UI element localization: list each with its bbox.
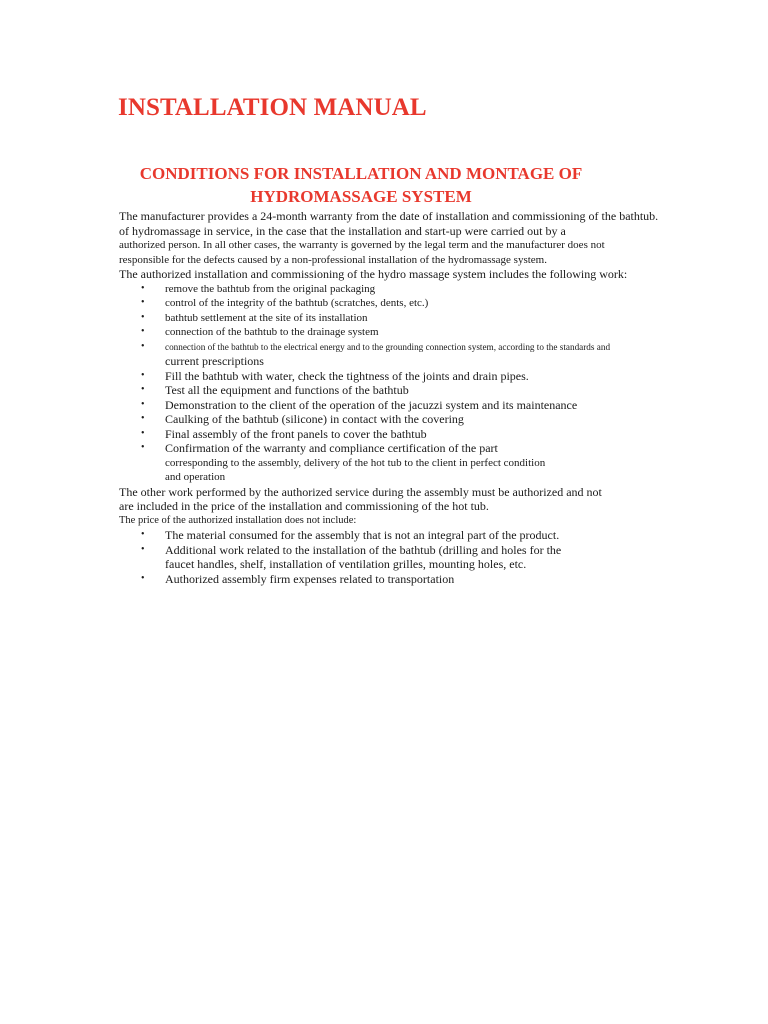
- bullet-icon: •: [141, 442, 145, 453]
- document-body: [119, 209, 719, 586]
- list-item-text: Caulking of the bathtub (silicone) in contact with the covering: [165, 412, 464, 426]
- section-heading-line: HYDROMASSAGE SYSTEM: [250, 187, 472, 206]
- list-item: [119, 383, 719, 398]
- bullet-icon: •: [141, 413, 145, 424]
- list-item: [119, 282, 719, 297]
- list-item-text: bathtub settlement at the site of its installation: [165, 311, 368, 324]
- paragraph-line: The manufacturer provides a 24-month warranty from the date of installation and commissioning of the bathtub.: [119, 209, 659, 223]
- list-item-text: Fill the bathtub with water, check the tightness of the joints and drain pipes.: [165, 368, 529, 383]
- list-item-text: corresponding to the assembly, delivery of the hot tub to the client in perfect condition: [165, 456, 546, 469]
- bullet-icon: •: [141, 384, 145, 395]
- paragraph-line: responsible for the defects caused by a non-professional installation of the hydromassage system.: [119, 253, 547, 266]
- list-item: [119, 296, 719, 311]
- list-item-text: current prescriptions: [165, 354, 264, 368]
- bullet-icon: •: [141, 297, 145, 308]
- section-heading: [118, 162, 604, 208]
- list-item-text: connection of the bathtub to the electrical energy and to the grounding connection system, according to the standards and: [165, 341, 611, 352]
- list-item: [119, 427, 719, 442]
- list-item-text: Test all the equipment and functions of the bathtub: [165, 383, 409, 397]
- list-item: [119, 325, 719, 340]
- list-item-text: The material consumed for the assembly that is not an integral part of the product.: [165, 528, 560, 542]
- list-item-text: remove the bathtub from the original packaging: [165, 282, 376, 295]
- bullet-icon: •: [141, 572, 145, 584]
- bullet-icon: •: [141, 311, 145, 323]
- paragraph-line: of hydromassage in service, in the case that the installation and start-up were carried out by a: [119, 223, 566, 238]
- list-item-text: Final assembly of the front panels to cover the bathtub: [165, 426, 427, 441]
- paragraph-line: authorized person. In all other cases, the warranty is governed by the legal term and the manufacturer does not: [119, 239, 605, 251]
- bullet-icon: •: [141, 398, 145, 410]
- list-item-text: connection of the bathtub to the drainage system: [165, 326, 379, 338]
- bullet-icon: •: [141, 282, 145, 294]
- list-item-text: Confirmation of the warranty and compliance certification of the part: [165, 441, 498, 455]
- work-items-list: [119, 282, 719, 485]
- list-item: [119, 441, 719, 485]
- list-item-text: Additional work related to the installation of the bathtub (drilling and holes for the: [165, 542, 562, 557]
- excluded-items-list: [119, 528, 719, 586]
- list-item: [119, 369, 719, 384]
- list-item: [119, 528, 719, 543]
- page-title: INSTALLATION MANUAL: [118, 94, 427, 121]
- bullet-icon: •: [141, 340, 145, 352]
- paragraph-line: The price of the authorized installation does not include:: [119, 514, 357, 526]
- bullet-icon: •: [141, 427, 145, 439]
- paragraph-line: The authorized installation and commissioning of the hydro massage system includes the following work:: [119, 267, 628, 281]
- list-item-text: faucet handles, shelf, installation of ventilation grilles, mounting holes, etc.: [165, 557, 527, 571]
- bullet-icon: •: [141, 326, 145, 337]
- section-heading-line: CONDITIONS FOR INSTALLATION AND MONTAGE OF: [139, 164, 583, 183]
- list-item: [119, 311, 719, 326]
- list-item-text: Demonstration to the client of the operation of the jacuzzi system and its maintenance: [165, 397, 578, 412]
- bullet-icon: •: [141, 543, 145, 555]
- list-item-text: and operation: [165, 471, 226, 483]
- list-item-text: control of the integrity of the bathtub (scratches, dents, etc.): [165, 297, 429, 309]
- list-item-text: Authorized assembly firm expenses related to transportation: [165, 571, 455, 586]
- list-item: [119, 398, 719, 413]
- paragraph-line: are included in the price of the installation and commissioning of the hot tub.: [119, 499, 489, 513]
- bullet-icon: •: [141, 369, 145, 381]
- list-item: [119, 543, 719, 572]
- list-item: [119, 340, 719, 369]
- list-item: [119, 572, 719, 587]
- bullet-icon: •: [141, 529, 145, 540]
- paragraph-line: The other work performed by the authorized service during the assembly must be authorized and not: [119, 484, 602, 499]
- list-item: [119, 412, 719, 427]
